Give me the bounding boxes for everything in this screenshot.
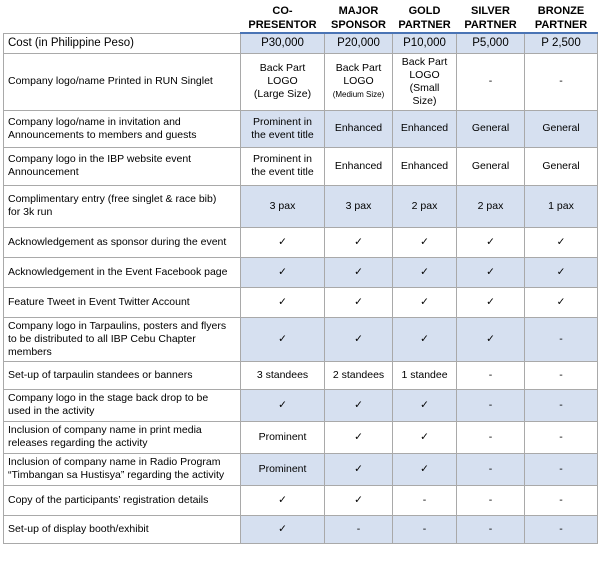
cell-value: - [356,522,361,535]
cell-silver-partner [457,317,525,361]
cell-co-presentor [241,317,325,361]
cell-co-presentor [241,33,325,53]
cell-silver-partner [457,257,525,287]
cell-major-sponsor [325,361,393,389]
cell-co-presentor [241,389,325,421]
cell-value: 3 standees [256,368,309,381]
cell-value: ✓ [420,235,429,248]
cell-value: - [488,75,493,87]
cell-major-sponsor [325,53,393,110]
cell-value: ✓ [420,265,429,278]
cell-value: Enhanced [400,159,449,172]
row-label: Inclusion of company name in print media releases regarding the activity [4,421,241,453]
cell-gold-partner [393,227,457,257]
cell-silver-partner [457,453,525,485]
cell-value: ✓ [278,295,287,308]
cell-value: - [559,332,563,345]
cell-value: ✓ [556,235,566,248]
cell-value: ✓ [278,522,287,535]
cell-co-presentor [241,453,325,485]
table-row [4,257,598,287]
cell-value: General [471,159,510,172]
table-row [4,53,598,110]
cell-silver-partner [457,185,525,227]
cell-value: Back Part LOGO (Large Size) [253,62,312,100]
cell-value: ✓ [278,493,287,506]
cell-co-presentor [241,421,325,453]
cell-silver-partner [457,110,525,147]
cell-major-sponsor [325,287,393,317]
table-row [4,110,598,147]
cell-gold-partner [393,147,457,185]
cell-value: General [471,122,510,134]
cell-co-presentor [241,110,325,147]
table-row [4,515,598,543]
cell-gold-partner [393,453,457,485]
cell-value: ✓ [354,462,363,475]
cell-value: ✓ [278,235,287,248]
cell-co-presentor [241,515,325,543]
table-row [4,227,598,257]
cell-value: - [488,493,493,506]
cell-gold-partner [393,257,457,287]
cell-silver-partner [457,287,525,317]
cell-co-presentor [241,257,325,287]
cell-value: - [422,522,427,535]
table-row [4,485,598,515]
cell-value: - [488,398,493,411]
cell-major-sponsor [325,147,393,185]
row-label: Acknowledgement in the Event Facebook page [4,257,241,287]
cell-value: ✓ [420,295,429,308]
cell-value: ✓ [354,493,363,506]
cell-value: ✓ [354,332,363,345]
table-row [4,421,598,453]
cell-gold-partner [393,53,457,110]
cell-gold-partner [393,485,457,515]
row-label: Inclusion of company name in Radio Program “Timbangan sa Hustisya” regarding the activity [4,453,241,485]
cell-value: ✓ [420,430,429,443]
table-row [4,185,598,227]
cell-value: - [559,398,563,411]
cell-value: - [559,368,563,381]
cell-value: Prominent [258,462,307,475]
cell-major-sponsor [325,257,393,287]
table-row [4,361,598,389]
cell-value: - [559,462,563,475]
cell-value: ✓ [556,265,566,278]
cell-co-presentor [241,185,325,227]
cell-co-presentor [241,53,325,110]
cell-gold-partner [393,361,457,389]
cell-bronze-partner [525,110,598,147]
cell-value: ✓ [420,462,429,475]
cell-value: Prominent in the event title [251,115,314,141]
cell-value: Back Part LOGO (Small Size) [401,55,448,107]
cell-value: ✓ [354,295,363,308]
cell-value: ✓ [486,265,495,278]
cell-co-presentor [241,361,325,389]
cell-gold-partner [393,421,457,453]
cell-silver-partner [457,389,525,421]
cell-bronze-partner [525,317,598,361]
cell-co-presentor [241,287,325,317]
cell-value: ✓ [420,332,429,345]
cell-silver-partner [457,515,525,543]
cell-gold-partner [393,287,457,317]
row-label: Copy of the participants’ registration details [4,485,241,515]
cell-co-presentor [241,227,325,257]
cell-value: 2 standees [332,368,385,381]
cell-silver-partner [457,361,525,389]
cell-value: ✓ [486,332,495,345]
cell-note: (Medium Size) [332,90,385,99]
table-row [4,33,598,53]
sponsorship-table [3,0,598,544]
cell-value: P20,000 [337,36,380,49]
cell-value: - [559,493,563,506]
cell-value: P 2,500 [541,36,581,49]
row-label: Company logo/name in invitation and Announcements to members and guests [4,110,241,147]
cell-co-presentor [241,485,325,515]
cell-bronze-partner [525,33,598,53]
row-label: Company logo/name Printed in RUN Singlet [4,53,241,110]
cell-value: P10,000 [403,36,446,49]
cell-value: Enhanced [334,122,383,134]
cell-silver-partner [457,485,525,515]
cell-value: P5,000 [472,36,509,49]
row-label: Feature Tweet in Event Twitter Account [4,287,241,317]
cell-gold-partner [393,515,457,543]
cell-value: Enhanced [400,122,449,134]
header-major-sponsor: MAJOR SPONSOR [325,0,393,33]
cell-value: General [542,122,580,134]
row-label: Complimentary entry (free singlet & race bib) for 3k run [4,185,241,227]
cell-major-sponsor [325,485,393,515]
cell-bronze-partner [525,185,598,227]
cell-co-presentor [241,147,325,185]
cell-value: Back Part LOGO [335,62,382,87]
table-row [4,317,598,361]
cell-value: Enhanced [334,159,383,172]
cell-major-sponsor [325,110,393,147]
row-label: Company logo in the stage back drop to be used in the activity [4,389,241,421]
cell-value: Prominent [258,430,307,443]
header-silver-partner: SILVER PARTNER [457,0,525,33]
row-label: Cost (in Philippine Peso) [4,33,241,53]
cell-value: ✓ [278,332,287,345]
cell-bronze-partner [525,515,598,543]
cell-value: P30,000 [261,36,304,49]
cell-gold-partner [393,110,457,147]
cell-gold-partner [393,389,457,421]
cell-value: - [559,522,563,535]
cell-bronze-partner [525,361,598,389]
cell-bronze-partner [525,453,598,485]
cell-value: ✓ [278,265,287,278]
cell-bronze-partner [525,227,598,257]
cell-gold-partner [393,185,457,227]
cell-value: ✓ [278,398,287,411]
cell-value: ✓ [354,265,363,278]
cell-silver-partner [457,227,525,257]
cell-value: 3 pax [345,199,372,212]
cell-major-sponsor [325,453,393,485]
cell-value: - [559,430,563,443]
cell-silver-partner [457,421,525,453]
cell-value: ✓ [354,235,363,248]
cell-value: - [488,430,493,443]
cell-bronze-partner [525,389,598,421]
table-row [4,389,598,421]
cell-value: ✓ [420,398,429,411]
header-gold-partner: GOLD PARTNER [393,0,457,33]
cell-gold-partner [393,33,457,53]
row-label: Company logo in the IBP website event Announcement [4,147,241,185]
cell-major-sponsor [325,317,393,361]
cell-value: - [488,522,493,535]
cell-value: - [559,75,563,87]
cell-silver-partner [457,33,525,53]
header-row [4,0,598,33]
cell-major-sponsor [325,389,393,421]
cell-major-sponsor [325,185,393,227]
cell-bronze-partner [525,147,598,185]
cell-value: 2 pax [477,199,504,212]
cell-major-sponsor [325,33,393,53]
cell-value: - [422,493,427,506]
cell-value: Prominent in the event title [251,153,314,178]
header-blank [4,0,241,33]
header-co-presentor: CO- PRESENTOR [241,0,325,33]
table-row [4,147,598,185]
cell-bronze-partner [525,53,598,110]
cell-bronze-partner [525,421,598,453]
header-bronze-partner: BRONZE PARTNER [525,0,598,33]
cell-value: 1 pax [548,199,574,212]
cell-major-sponsor [325,227,393,257]
cell-silver-partner [457,53,525,110]
cell-value: - [488,462,493,475]
cell-value: ✓ [486,235,495,248]
table-row [4,287,598,317]
cell-value: 1 standee [401,368,448,381]
cell-bronze-partner [525,287,598,317]
row-label: Company logo in Tarpaulins, posters and flyers to be distributed to all IBP Cebu Chapter members [4,317,241,361]
cell-major-sponsor [325,421,393,453]
cell-bronze-partner [525,257,598,287]
cell-value: ✓ [486,295,495,308]
row-label: Set-up of tarpaulin standees or banners [4,361,241,389]
cell-gold-partner [393,317,457,361]
cell-silver-partner [457,147,525,185]
cell-value: 3 pax [269,199,296,212]
cell-value: ✓ [354,398,363,411]
cell-value: 2 pax [411,199,438,212]
cell-value: General [542,159,580,172]
cell-bronze-partner [525,485,598,515]
cell-value: ✓ [556,295,566,308]
cell-value: - [488,368,493,381]
cell-major-sponsor [325,515,393,543]
table-row [4,453,598,485]
row-label: Acknowledgement as sponsor during the event [4,227,241,257]
cell-value: ✓ [354,430,363,443]
row-label: Set-up of display booth/exhibit [4,515,241,543]
